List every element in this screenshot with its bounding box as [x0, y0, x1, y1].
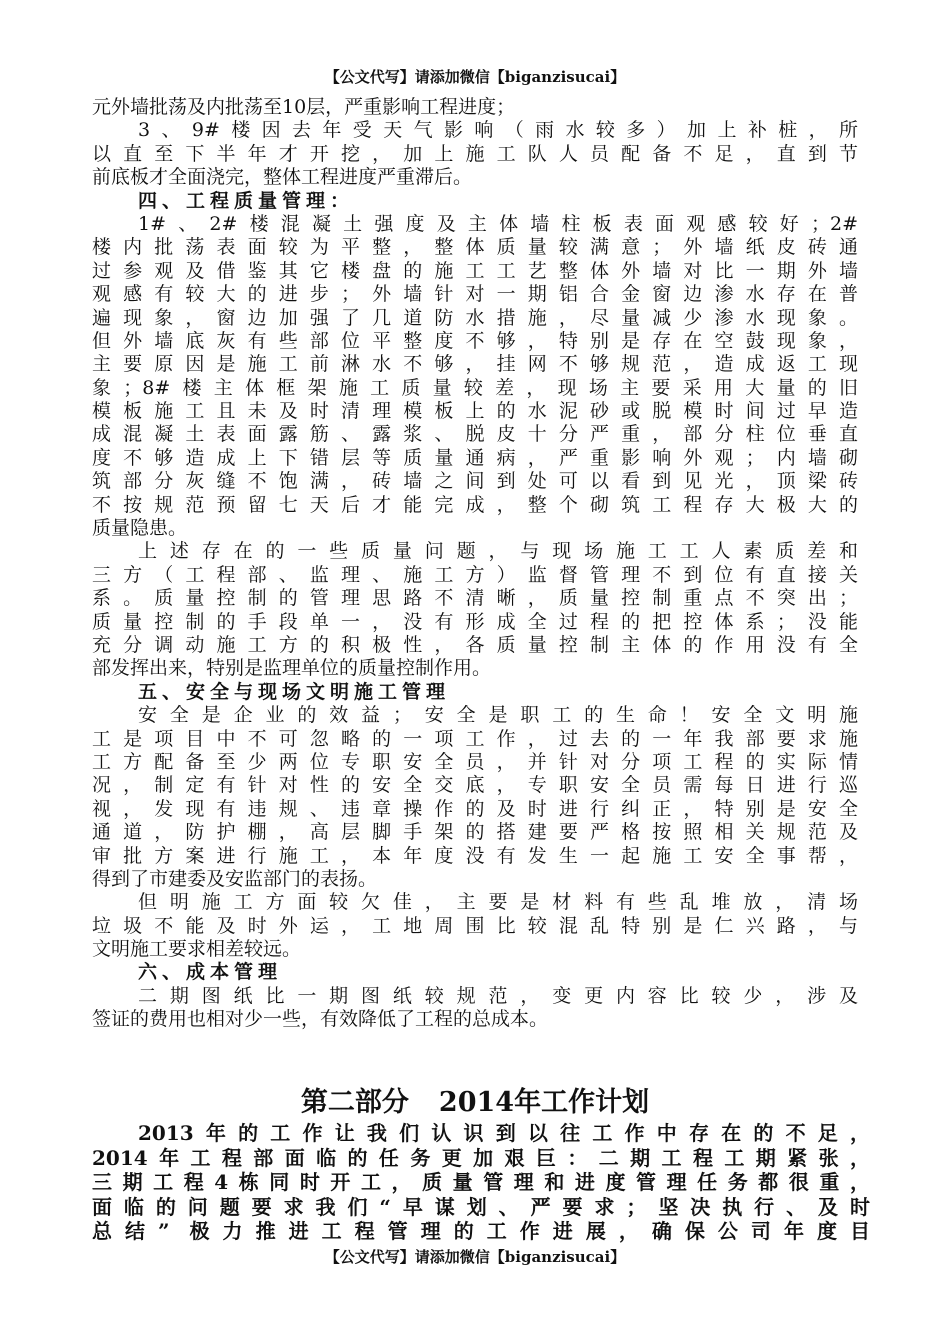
text-line: 得到了市建委及安监部门的表扬。: [92, 867, 378, 890]
text-line: 遍现象，窗边加强了几道防水措施，尽量减少渗水现象。: [92, 306, 858, 329]
text-line: 楼内批荡表面较为平整，整体质量较满意；外墙纸皮砖通: [92, 236, 858, 259]
text-line: 上述存在的一些质量问题，与现场施工工人素质差和: [138, 540, 858, 563]
text-line: 审批方案进行施工，本年度没有发生一起施工安全事帮，: [92, 844, 858, 867]
text-line: 垃圾不能及时外运，工地周围比较混乱特别是仁兴路，与: [92, 914, 858, 937]
text-line: 度不够造成上下错层等质量通病，严重影响外观；内墙砌: [92, 446, 858, 469]
text-line: 2014年工程部面临的任务更加艰巨：二期工程工期紧张，: [92, 1145, 870, 1170]
text-line: 工方配备至少两位专职安全员，并针对分项工程的实际情: [92, 750, 858, 773]
text-line: 成混凝土表面露筋、露浆、脱皮十分严重，部分柱位垂直: [92, 423, 858, 446]
text-line: 三期工程4栋同时开工，质量管理和进度管理任务都很重，: [92, 1170, 870, 1195]
text-line: 以直至下半年才开挖，加上施工队人员配备不足，直到节: [92, 142, 858, 165]
section-heading-quality: 四、工程质量管理：: [138, 189, 355, 212]
text-line: 三方（工程部、监理、施工方）监督管理不到位有直接关: [92, 563, 858, 586]
text-line: 1#、2#楼混凝土强度及主体墙柱板表面观感较好；2#: [138, 212, 858, 235]
text-line: 二期图纸比一期图纸较规范，变更内容比较少，涉及: [138, 984, 858, 1007]
text-line: 通道，防护棚，高层脚手架的搭建要严格按照相关规范及: [92, 821, 858, 844]
text-line: 元外墙批荡及内批荡至10层，严重影响工程进度；: [92, 96, 516, 118]
text-line: 面临的问题要求我们“早谋划、严要求；坚决执行、及时: [92, 1194, 870, 1219]
text-line: 象；8#楼主体框架施工质量较差，现场主要采用大量的旧: [92, 376, 858, 399]
text-line: 况，制定有针对性的安全交底，专职安全员需每日进行巡: [92, 774, 858, 797]
text-line: 但外墙底灰有些部位平整度不够，特别是存在空鼓现象，: [92, 329, 858, 352]
text-line: 筑部分灰缝不饱满，砖墙之间到处可以看到见光，顶梁砖: [92, 470, 858, 493]
text-line: 系。质量控制的管理思路不清晰，质量控制重点不突出；: [92, 587, 858, 610]
text-line: 签证的费用也相对少一些，有效降低了工程的总成本。: [92, 1008, 549, 1031]
part-title-text: 2014年工作计划: [438, 1087, 650, 1118]
text-line: 前底板才全面浇完，整体工程进度严重滞后。: [92, 166, 473, 189]
text-line: 主要原因是施工前淋水不够，挂网不够规范，造成返工现: [92, 353, 858, 376]
text-line: 文明施工要求相差较远。: [92, 938, 302, 961]
text-line: 质量隐患。: [92, 517, 188, 540]
text-line: 总结” 极力推进工程管理的工作进展，确保公司年度目: [92, 1219, 870, 1244]
text-line: 视，发现有违规、违章操作的及时进行纠正，特别是安全: [92, 797, 858, 820]
text-line: 安全是企业的效益；安全是职工的生命！安全文明施: [138, 704, 858, 727]
text-line: 模板施工且未及时清理模板上的水泥砂或脱模时间过早造: [92, 400, 858, 423]
text-line: 不按规范预留七天后才能完成，整个砌筑工程存大极大的: [92, 493, 858, 516]
part-two-body: [92, 1121, 870, 1244]
section-heading-cost: 六、成本管理: [138, 961, 283, 984]
text-line: 工是项目中不可忽略的一项工作，过去的一年我部要求施: [92, 727, 858, 750]
text-line: 质量控制的手段单一，没有形成全过程的把控体系；没能: [92, 610, 858, 633]
text-line: 2013年的工作让我们认识到以往工作中存在的不足，: [138, 1121, 870, 1145]
body-text: [92, 96, 858, 1032]
part-two-title: [0, 1080, 950, 1119]
section-heading-safety: 五、安全与现场文明施工管理: [138, 680, 451, 703]
page-footer-watermark: 【公文代写】请添加微信【biganzisucai】: [324, 1248, 626, 1266]
text-line: 部发挥出来，特别是监理单位的质量控制作用。: [92, 657, 492, 680]
part-title-label: 第二部分: [300, 1087, 409, 1118]
page-header-watermark: 【公文代写】请添加微信【biganzisucai】: [324, 68, 626, 86]
text-line: 但明施工方面较欠佳，主要是材料有些乱堆放，清场: [138, 891, 858, 914]
text-line: 过参观及借鉴其它楼盘的施工工艺整体外墙对比一期外墙: [92, 259, 858, 282]
text-line: 3、9#楼因去年受天气影响（雨水较多）加上补桩，所: [138, 119, 858, 142]
text-line: 充分调动施工方的积极性，各质量控制主体的作用没有全: [92, 633, 858, 656]
text-line: 观感有较大的进步；外墙针对一期铝合金窗边渗水存在普: [92, 283, 858, 306]
